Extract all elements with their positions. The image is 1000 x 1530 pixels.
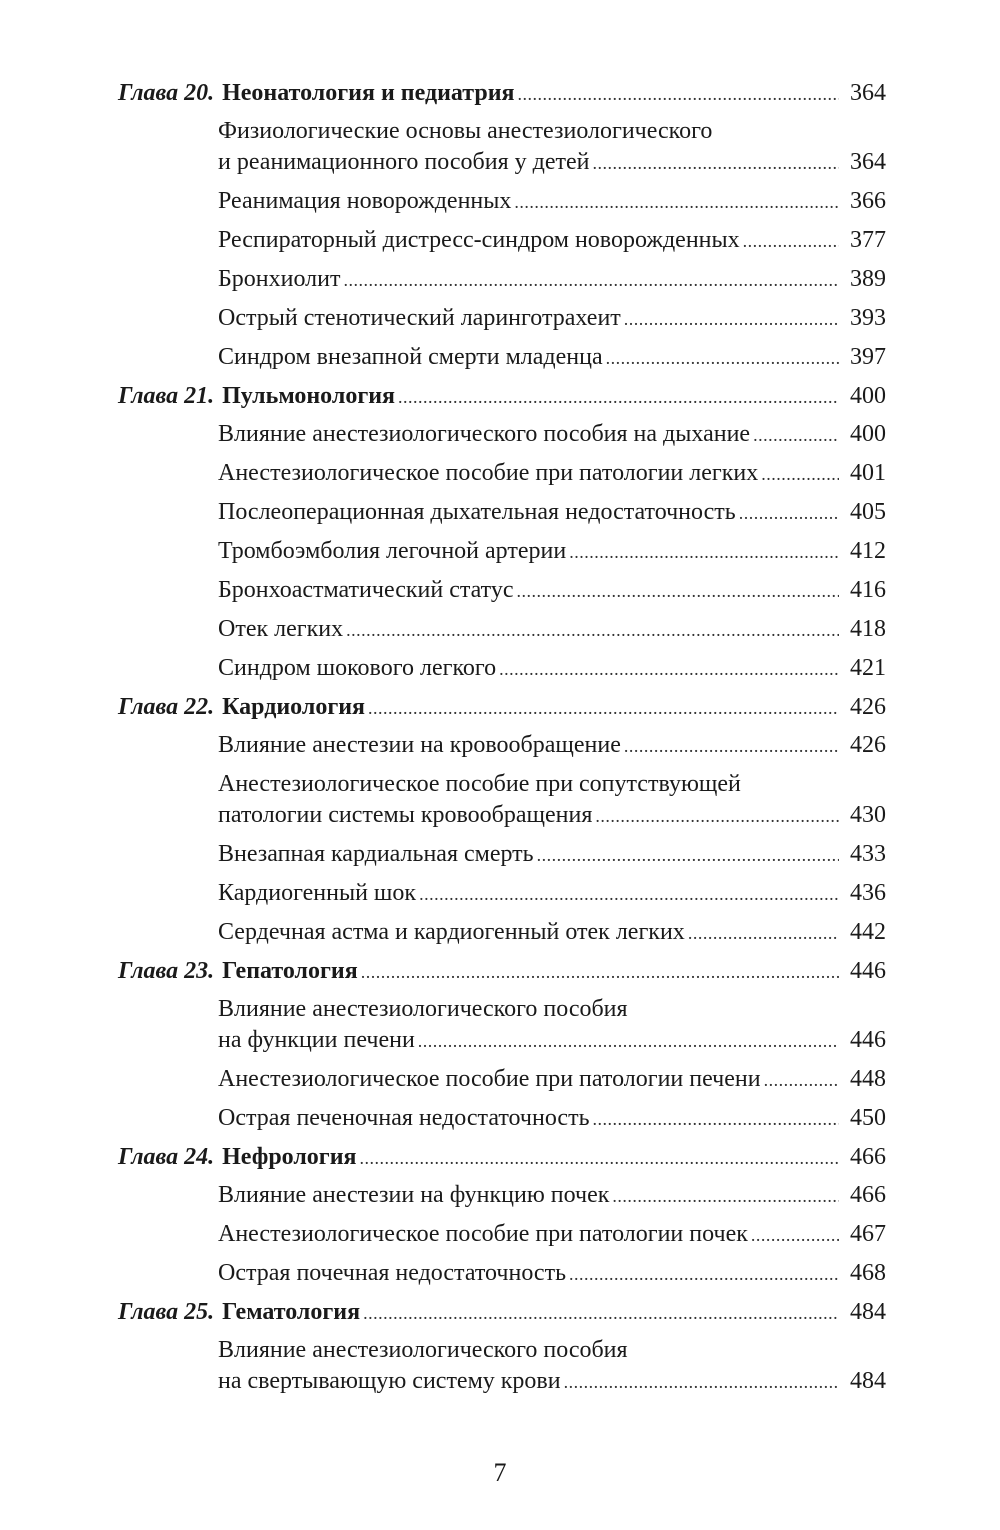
dot-leader [624,303,839,335]
chapter-title: Гематология [222,1299,361,1325]
section-page-number: 393 [850,305,886,331]
section-title: Бронхиолит [218,266,341,292]
section-entry[interactable] [218,1103,886,1135]
dot-leader [514,186,839,218]
section-page-number: 401 [850,460,886,486]
section-title: Влияние анестезии на функцию почек [218,1182,610,1208]
section-title: и реанимационного пособия у детей [218,149,590,175]
chapter-label: Глава 22. [118,694,215,720]
section-title: Влияние анестезиологического пособия на дыхание [218,421,751,447]
section-row [218,1180,886,1212]
page-number: 7 [493,1458,507,1487]
section-title: Анестезиологическое пособие при патологии почек [218,1221,748,1247]
section-title: Бронхоастматический статус [218,577,514,603]
chapter-title: Неонатология и педиатрия [222,80,515,106]
dot-leader [361,956,839,988]
section-title: Сердечная астма и кардиогенный отек легких [218,919,685,945]
chapter-heading[interactable] [118,692,886,730]
section-row [218,917,886,949]
dot-leader [518,78,839,110]
chapter-heading[interactable] [118,956,886,994]
section-row [218,800,886,832]
section-title: Реанимация новорожденных [218,188,512,214]
section-entry[interactable] [218,116,886,179]
section-page-number: 446 [850,1027,886,1053]
chapter-block [118,1297,886,1398]
section-page-number: 467 [850,1221,886,1247]
section-title: Послеоперационная дыхательная недостаточность [218,499,736,525]
section-list [118,730,886,949]
dot-leader [751,1219,839,1251]
section-page-number: 405 [850,499,886,525]
chapter-block [118,692,886,949]
section-title: Респираторный дистресс-синдром новорожденных [218,227,740,253]
section-title: Острый стенотический ларинготрахеит [218,305,621,331]
section-page-number: 418 [850,616,886,642]
dot-leader [363,1297,839,1329]
dot-leader [606,342,839,374]
chapter-page-number: 484 [850,1299,886,1325]
section-entry[interactable] [218,186,886,218]
section-list [118,994,886,1135]
dot-leader [753,419,839,451]
dot-leader [368,692,839,724]
dot-leader [592,147,839,179]
dot-leader [537,839,839,871]
section-title: патологии системы кровообращения [218,802,593,828]
section-page-number: 484 [850,1368,886,1394]
dot-leader [418,1025,839,1057]
section-title: на свертывающую систему крови [218,1368,561,1394]
section-entry[interactable] [218,1064,886,1096]
section-row [218,147,886,179]
section-row [218,186,886,218]
section-row [218,730,886,762]
chapter-page-number: 426 [850,694,886,720]
table-of-contents [118,78,886,1405]
section-entry[interactable] [218,458,886,490]
section-page-number: 416 [850,577,886,603]
section-entry[interactable] [218,536,886,568]
section-entry[interactable] [218,878,886,910]
section-row [218,653,886,685]
section-row [218,614,886,646]
dot-leader [739,497,839,529]
section-page-number: 448 [850,1066,886,1092]
section-row [218,303,886,335]
section-entry[interactable] [218,497,886,529]
section-row [218,342,886,374]
dot-leader [761,458,839,490]
chapter-title: Гепатология [222,958,358,984]
dot-leader [569,536,839,568]
section-row [218,225,886,257]
dot-leader [343,264,839,296]
chapter-label: Глава 24. [118,1144,215,1170]
section-page-number: 433 [850,841,886,867]
section-row [218,497,886,529]
section-page-number: 400 [850,421,886,447]
section-row [218,419,886,451]
section-entry[interactable] [218,994,886,1057]
dot-leader [346,614,839,646]
chapter-block [118,381,886,685]
section-entry[interactable] [218,614,886,646]
chapter-title: Пульмонология [222,383,396,409]
section-row [218,1103,886,1135]
section-list [118,419,886,685]
section-page-number: 377 [850,227,886,253]
section-title-line1: Анестезиологическое пособие при сопутствующей [218,771,741,797]
section-page-number: 412 [850,538,886,564]
section-title: Кардиогенный шок [218,880,417,906]
chapter-block [118,956,886,1135]
dot-leader [517,575,840,607]
section-entry[interactable] [218,1219,886,1251]
chapter-heading[interactable] [118,1297,886,1335]
section-row [218,1219,886,1251]
chapter-block [118,78,886,374]
section-title: Отек легких [218,616,344,642]
section-page-number: 442 [850,919,886,945]
section-title: Влияние анестезии на кровообращение [218,732,621,758]
section-page-number: 421 [850,655,886,681]
section-title: Анестезиологическое пособие при патологии печени [218,1066,761,1092]
section-entry[interactable] [218,730,886,762]
section-page-number: 397 [850,344,886,370]
section-title: Тромбоэмболия легочной артерии [218,538,567,564]
dot-leader [398,381,839,413]
section-title: Внезапная кардиальная смерть [218,841,534,867]
section-list [118,116,886,374]
section-title: Синдром внезапной смерти младенца [218,344,603,370]
section-row [218,458,886,490]
dot-leader [499,653,839,685]
chapter-page-number: 364 [850,80,886,106]
section-page-number: 364 [850,149,886,175]
section-page-number: 430 [850,802,886,828]
section-row [218,575,886,607]
section-entry[interactable] [218,575,886,607]
dot-leader [419,878,839,910]
section-entry[interactable] [218,917,886,949]
section-page-number: 468 [850,1260,886,1286]
section-entry[interactable] [218,839,886,871]
chapter-title: Нефрология [222,1144,357,1170]
dot-leader [624,730,839,762]
section-row [218,839,886,871]
section-row [218,1366,886,1398]
section-title-line1: Влияние анестезиологического пособия [218,1337,628,1363]
chapter-label: Глава 21. [118,383,215,409]
section-page-number: 366 [850,188,886,214]
chapter-label: Глава 25. [118,1299,215,1325]
section-page-number: 389 [850,266,886,292]
chapter-heading[interactable] [118,381,886,419]
section-list [118,1180,886,1290]
chapter-label: Глава 23. [118,958,215,984]
section-row [218,1025,886,1057]
dot-leader [688,917,839,949]
section-entry[interactable] [218,342,886,374]
section-title-line1: Влияние анестезиологического пособия [218,996,628,1022]
section-page-number: 450 [850,1105,886,1131]
section-title: Синдром шокового легкого [218,655,497,681]
chapter-block [118,1142,886,1290]
chapter-page-number: 466 [850,1144,886,1170]
chapter-heading[interactable] [118,1142,886,1180]
chapter-label: Глава 20. [118,80,215,106]
chapter-title: Кардиология [222,694,366,720]
section-title: Острая почечная недостаточность [218,1260,567,1286]
chapter-page-number: 446 [850,958,886,984]
section-entry[interactable] [218,264,886,296]
dot-leader [595,800,839,832]
dot-leader [764,1064,839,1096]
section-entry[interactable] [218,1335,886,1398]
section-row [218,1064,886,1096]
section-page-number: 436 [850,880,886,906]
section-entry[interactable] [218,419,886,451]
section-title: Острая печеночная недостаточность [218,1105,590,1131]
section-entry[interactable] [218,1180,886,1212]
section-entry[interactable] [218,1258,886,1290]
section-page-number: 466 [850,1182,886,1208]
section-title: на функции печени [218,1027,415,1053]
dot-leader [564,1366,839,1398]
dot-leader [569,1258,839,1290]
section-entry[interactable] [218,653,886,685]
dot-leader [743,225,839,257]
dot-leader [360,1142,839,1174]
section-list [118,1335,886,1398]
section-row [218,264,886,296]
section-title-line1: Физиологические основы анестезиологического [218,118,713,144]
chapter-heading[interactable] [118,78,886,116]
dot-leader [593,1103,839,1135]
section-entry[interactable] [218,225,886,257]
dot-leader [612,1180,839,1212]
section-entry[interactable] [218,769,886,832]
section-row [218,1258,886,1290]
section-row [218,536,886,568]
section-entry[interactable] [218,303,886,335]
chapter-page-number: 400 [850,383,886,409]
section-title: Анестезиологическое пособие при патологии легких [218,460,759,486]
section-row [218,878,886,910]
section-page-number: 426 [850,732,886,758]
